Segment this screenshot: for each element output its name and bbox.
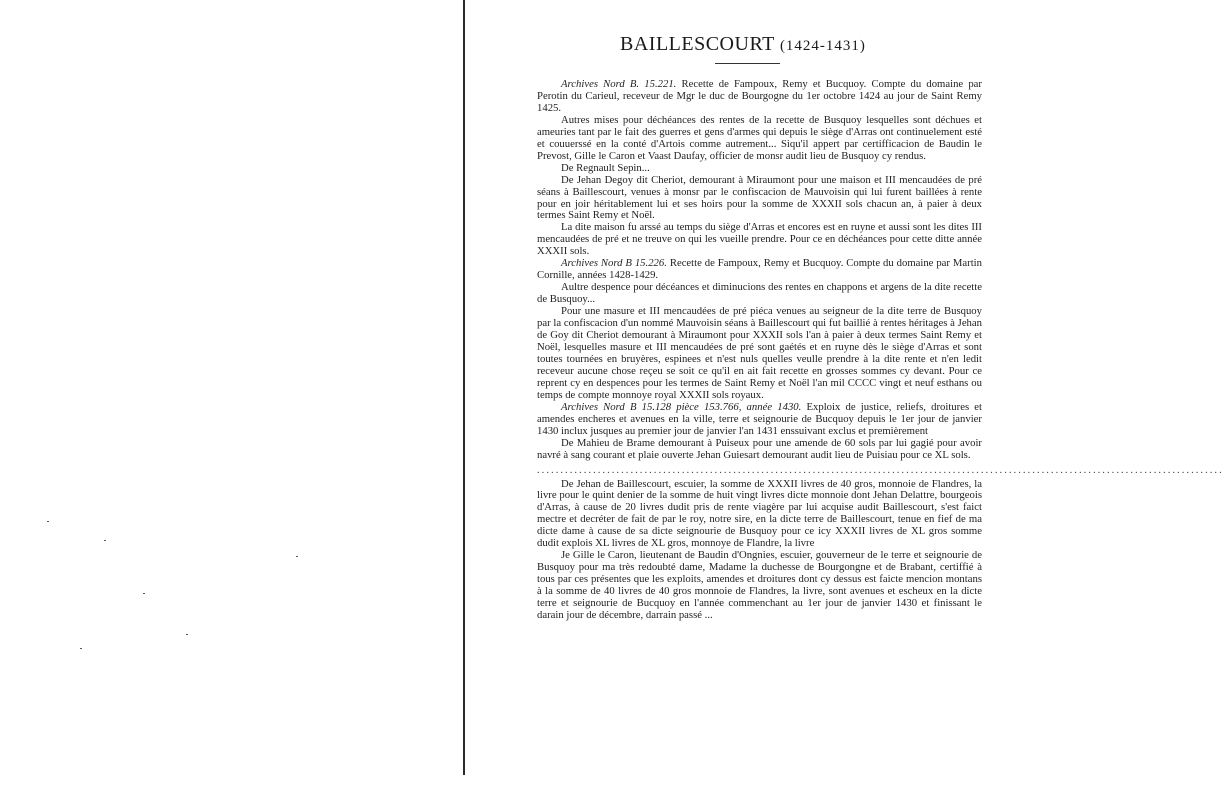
archive-reference: Archives Nord B. 15.221. [561, 78, 677, 90]
paragraph-text: De Jehan Degoy dit Cheriot, demourant à Miraumont pour une maison et III mencaudées de pré séans à Baillescourt, venues à monsr par le confiscacion de Mauvoisin qui lui furent baillées à rente pour en joir héritablement lui et ses hoirs pour la somme de XXXII sols chacun an, à paier à deux termes Saint Remy et Noël. [537, 173, 982, 222]
paragraph-text: Pour une masure et III mencaudées de pré piéca venues au seigneur de la dite terre de Busquoy par la confiscacion d'un nommé Mauvoisin séans à Baillescourt qui fut baillié à rentes héritages à Jehan de Goy dit Cheriot demourant à Miraumont pour XXXII sols l'an à paier à deux termes Saint Remy et Noël, lesquelles masure et III mencaudées de pré sont gaétés et en ruyne dès le siège d'Arras et sont toutes tournées en bruyères, espinees et n'est nuls quelles veulle prendre à la dite rente et n'en ledit receveur aucune chose reçeu se soit ce qu'il en ait fait recette en grosses sommes cy devant. Pour ce reprent cy en despences pour les termes de Saint Remy et Noël l'an mil CCCC vingt et neuf esthans ou temps de compte monnoye royal XXXII sols royaux. [537, 305, 982, 401]
scan-speck [47, 521, 49, 522]
archive-reference: Archives Nord B 15.128 pièce 153.766, année 1430. [561, 400, 802, 413]
paragraph [537, 115, 982, 163]
paragraph [537, 438, 982, 462]
paragraph [537, 402, 982, 438]
page-gutter-line [463, 0, 465, 775]
paragraph-text: Aultre despence pour décéances et diminucions des rentes en chappons et argens de la dite recette de Busquoy... [537, 281, 982, 306]
paragraph [537, 258, 982, 282]
scan-speck [104, 540, 106, 541]
paragraph-text: Exploix de justice, reliefs, droitures et amendes encheres et avenues en la ville, terre et seignourie de Bucquoy depuis le 1er jour de janvier 1430 inclux jusques au premier jour de janvier l'an 1431 enssuivant exclus et premièrement [537, 400, 983, 437]
paragraph-text: De Jehan de Baillescourt, escuier, la somme de XXXII livres de 40 gros, monnoie de Flandres, la livre pour le quint denier de la somme de huit vingt livres dicte monnoie dont Jehan Delattre, bourgeois d'Arras, à cause de 20 livres dudit pris de rente viagère par lui acquise audit Baillescourt, s'est faict mectre et decréter de fait de par le roy, notre sire, en la dicte terre de Baillescourt, tenue en fief de ma dicte dame à cause de sa dicte seignourie de Busquoy pour ce icy XXXII livres de XL gros somme dudit explois XL livres de XL gros, monnoye de Flandre, la livre [537, 477, 982, 550]
scan-speck [80, 648, 82, 649]
title-underline [715, 63, 780, 64]
archive-reference: Archives Nord B 15.226. [561, 257, 667, 270]
paragraph-text: De Mahieu de Brame demourant à Puiseux pour une amende de 60 sols par lui gagié pour avoir navré à sang courant et plaie ouverte Jehan Guiesart demourant audit lieu de Puisiau pour ce XL sols. [537, 436, 982, 461]
paragraph [537, 175, 982, 223]
page-title [620, 33, 890, 56]
paragraph-text: Recette de Fampoux, Remy et Bucquoy. Compte du domaine par Perotin du Carieul, receveur de Mgr le duc de Bourgogne du 1er octobre 1424 au jour de Saint Remy 1425. [537, 78, 982, 114]
paragraph [537, 282, 982, 306]
scan-speck [143, 593, 145, 594]
paragraph-text: De Regnault Sepin... [561, 161, 650, 174]
scan-speck [186, 634, 188, 635]
paragraph [537, 222, 982, 258]
scan-speck [296, 556, 298, 557]
paragraph-text: La dite maison fu arssé au temps du siège d'Arras et encores est en ruyne et aussi sont les dites III mencaudées de pré et ne treuve on qui les vueille prendre. Pour ce en déchéances pour cette ditte année XXXII sols. [537, 221, 982, 258]
paragraph-text: Autres mises pour déchéances des rentes de la recette de Busquoy lesquelles sont déchues et ameuries tant par le fait des guerres et gens d'armes qui depuis le siège d'Arras ont continuelement esté et couuerssé en la conté d'Artois comme autrement... Siqu'il appert par certifficacion de Baudin le Prevost, Gille le Caron et Vaast Daufay, officier de monsr audit lieu de Busquoy cy rendus. [537, 113, 982, 162]
paragraph-text: Je Gille le Caron, lieutenant de Baudin d'Ongnies, escuier, gouverneur de le terre et seignourie de Busquoy pour ma très redoubté dame, Madame la duchesse de Bourgongne et de Brabant, certiffié à tous par ces présentes que les exploits, amendes et droitures dont cy dessus est faicte mencion montans à la somme de 40 livres de 40 gros monnoie de Flandres, la livre, sont avenues et escheux en la dicte terre et seignourie de Bucquoy en l'année commenchant au 1er jour de janvier 1430 et finissant le darain jour de décembre, darrain passé ... [537, 549, 982, 621]
document-body [537, 78, 1224, 622]
paragraph [537, 479, 982, 551]
paragraph [537, 306, 982, 402]
dotted-separator: ................................................................................................................................................... [537, 463, 1224, 476]
title-name: BAILLESCOURT [620, 33, 775, 55]
title-years: (1424-1431) [779, 38, 866, 54]
paragraph-text: Recette de Fampoux, Remy et Bucquoy. Compte du domaine par Martin Cornille, années 1428-1429. [537, 257, 982, 282]
paragraph [537, 550, 982, 622]
paragraph [537, 79, 982, 115]
left-blank-page [0, 0, 464, 793]
